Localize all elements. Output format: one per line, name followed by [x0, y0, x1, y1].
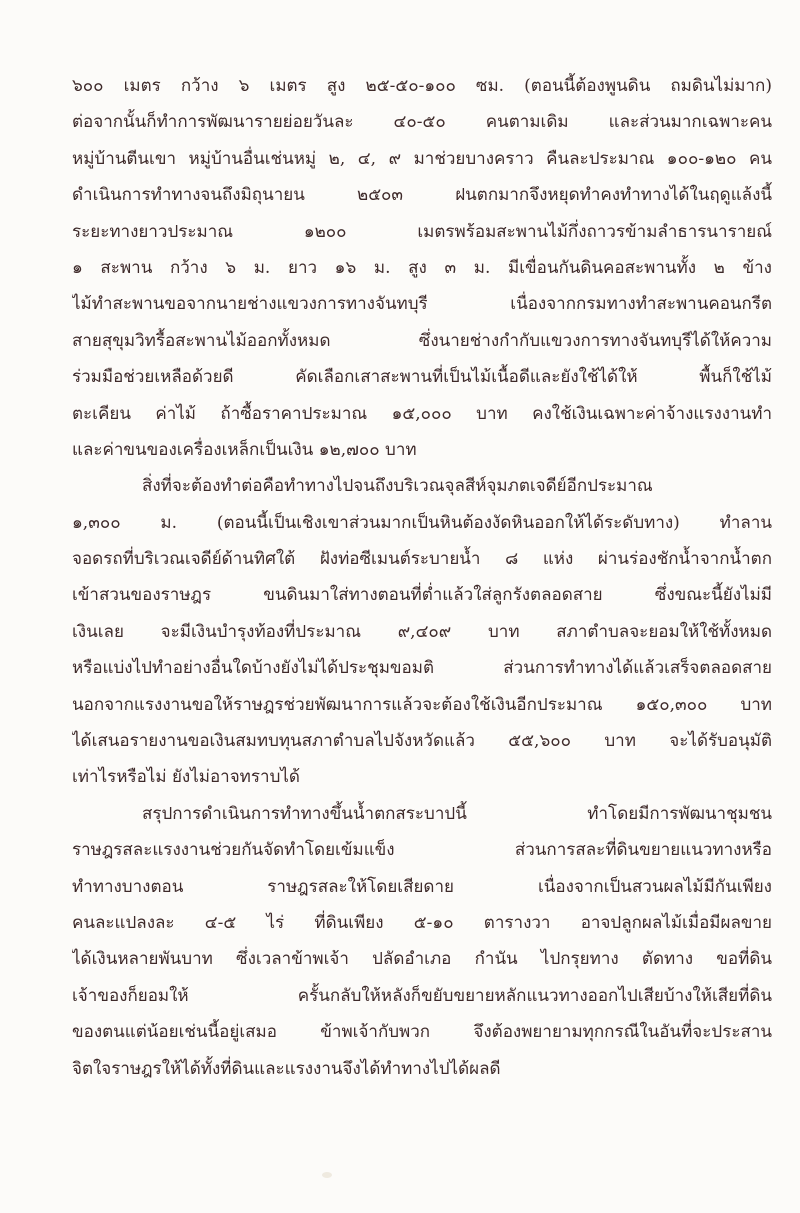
paper-speck: [322, 1172, 332, 1178]
text-line: ราษฎรสละแรงงานช่วยกันจัดทำโดยเข้มแข็ง ส่วนการสละที่ดินขยายแนวทางหรือ: [72, 840, 772, 861]
text-line: ได้เสนอรายงานขอเงินสมทบทุนสภาตำบลไปจังหวัดแล้ว ๕๕,๖๐๐ บาท จะได้รับอนุมัติ: [72, 731, 772, 752]
text-line: หรือแบ่งไปทำอย่างอื่นใดบ้างยังไม่ได้ประชุมขอมติ ส่วนการทำทางได้แล้วเสร็จตลอดสาย: [72, 658, 772, 679]
text-line: นอกจากแรงงานขอให้ราษฎรช่วยพัฒนาการแล้วจะต้องใช้เงินอีกประมาณ ๑๕๐,๓๐๐ บาท: [72, 694, 772, 715]
text-line: ดำเนินการทำทางจนถึงมิถุนายน ๒๕๐๓ ฝนตกมากจึงหยุดทำคงทำทางได้ในฤดูแล้งนี้: [72, 185, 772, 206]
text-line: ตะเคียน ค่าไม้ ถ้าซื้อราคาประมาณ ๑๕,๐๐๐ บาท คงใช้เงินเฉพาะค่าจ้างแรงงานทำ: [72, 403, 772, 424]
text-line: จิตใจราษฎรให้ได้ทั้งที่ดินและแรงงานจึงได้ทำทางไปได้ผลดี: [72, 1058, 501, 1079]
text-line: ต่อจากนั้นก็ทำการพัฒนารายย่อยวันละ ๔๐-๕๐ คนตามเดิม และส่วนมากเฉพาะคน: [72, 112, 772, 133]
text-line: ๑ สะพาน กว้าง ๖ ม. ยาว ๑๖ ม. สูง ๓ ม. มีเขื่อนกันดินคอสะพานทั้ง ๒ ข้าง: [72, 257, 772, 278]
text-line: สายสุขุมวิทรื้อสะพานไม้ออกทั้งหมด ซึ่งนายช่างกำกับแขวงการทางจันทบุรีได้ให้ความ: [72, 330, 772, 351]
text-line: ระยะทางยาวประมาณ ๑๒๐๐ เมตรพร้อมสะพานไม้กึ่งถาวรข้ามลำธารนารายณ์: [72, 221, 772, 242]
text-line: ๖๐๐ เมตร กว้าง ๖ เมตร สูง ๒๕-๕๐-๑๐๐ ซม. (ตอนนี้ต้องพูนดิน ถมดินไม่มาก): [72, 76, 772, 96]
text-line: หมู่บ้านตีนเขา หมู่บ้านอื่นเช่นหมู่ ๒, ๔, ๙ มาช่วยบางคราว คืนละประมาณ ๑๐๐-๑๒๐ คน: [72, 148, 772, 169]
text-line: เท่าไรหรือไม่ ยังไม่อาจทราบได้: [72, 767, 300, 788]
text-line: เข้าสวนของราษฎร ขนดินมาใส่ทางตอนที่ต่ำแล้วใส่ลูกรังตลอดสาย ซึ่งขณะนี้ยังไม่มี: [72, 585, 772, 606]
text-line: ของตนแต่น้อยเช่นนี้อยู่เสมอ ข้าพเจ้ากับพวก จึงต้องพยายามทุกกรณีในอันที่จะประสาน: [72, 1022, 772, 1043]
text-line: ทำทางบางตอน ราษฎรสละให้โดยเสียดาย เนื่องจากเป็นสวนผลไม้มีกันเพียง: [72, 876, 772, 897]
text-line: ร่วมมือช่วยเหลือด้วยดี คัดเลือกเสาสะพานที่เป็นไม้เนื้อดีและยังใช้ได้ให้ พื้นก็ใช้ไม้: [72, 367, 772, 388]
text-line: คนละแปลงละ ๔-๕ ไร่ ที่ดินเพียง ๕-๑๐ ตารางวา อาจปลูกผลไม้เมื่อมีผลขาย: [72, 912, 772, 933]
document-body: [72, 68, 772, 1087]
paragraph-first-line: สรุปการดำเนินการทำทางขึ้นน้ำตกสระบาปนี้ ทำโดยมีการพัฒนาชุมชน: [142, 803, 772, 824]
text-line: และค่าขนของเครื่องเหล็กเป็นเงิน ๑๒,๗๐๐ บาท: [72, 439, 417, 460]
paragraph-first-line: สิ่งที่จะต้องทำต่อคือทำทางไปจนถึงบริเวณจุลสีห์จุมภตเจดีย์อีกประมาณ: [142, 476, 653, 497]
text-line: ๑,๓๐๐ ม. (ตอนนี้เป็นเชิงเขาส่วนมากเป็นหินต้องงัดหินออกให้ได้ระดับทาง) ทำลาน: [72, 512, 772, 533]
text-line: จอดรถที่บริเวณเจดีย์ด้านทิศใต้ ฝังท่อซีเมนต์ระบายน้ำ ๘ แห่ง ผ่านร่องชักน้ำจากน้ำตก: [72, 549, 772, 570]
text-line: ไม้ทำสะพานขอจากนายช่างแขวงการทางจันทบุรี เนื่องจากกรมทางทำสะพานคอนกรีต: [72, 294, 772, 315]
text-line: ได้เงินหลายพันบาท ซึ่งเวลาข้าพเจ้า ปลัดอำเภอ กำนัน ไปกรุยทาง ตัดทาง ขอที่ดิน: [72, 949, 772, 970]
text-line: เจ้าของก็ยอมให้ ครั้นกลับให้หลังก็ขยับขยายหลักแนวทางออกไปเสียบ้างให้เสียที่ดิน: [72, 985, 772, 1006]
text-line: เงินเลย จะมีเงินบำรุงท้องที่ประมาณ ๙,๔๐๙ บาท สภาตำบลจะยอมให้ใช้ทั้งหมด: [72, 621, 772, 642]
